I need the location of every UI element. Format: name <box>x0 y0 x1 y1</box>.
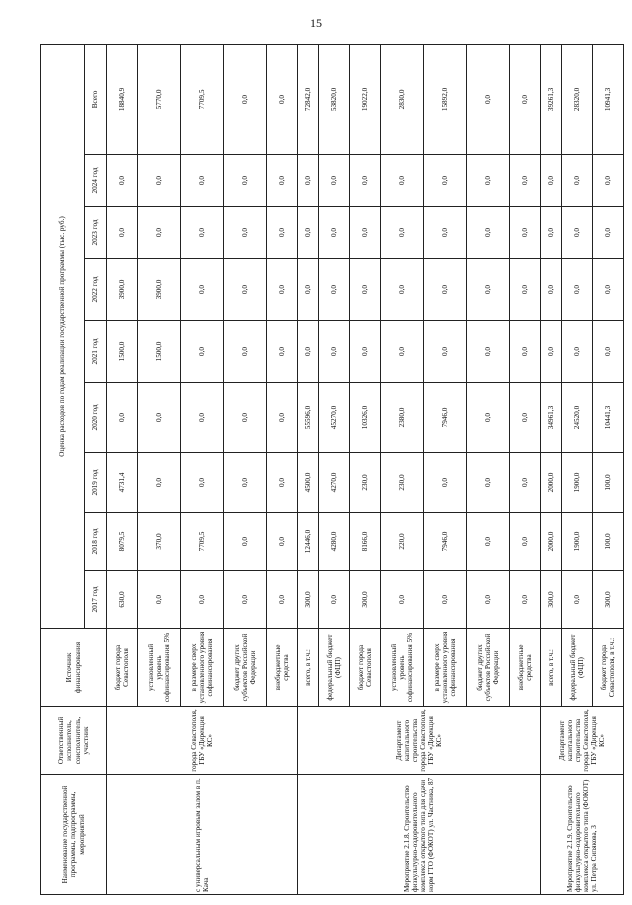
year-value-cell: 4270,0 <box>319 453 350 513</box>
year-value-cell: 3900,0 <box>107 259 138 321</box>
year-value-cell: 10326,0 <box>350 383 381 453</box>
table-body <box>107 44 624 894</box>
year-value-cell: 24520,0 <box>562 383 593 453</box>
year-value-cell: 0,0 <box>424 453 467 513</box>
year-value-cell: 100,0 <box>593 453 624 513</box>
header-year: 2017 год <box>85 571 107 629</box>
year-value-cell: 0,0 <box>562 259 593 321</box>
year-value-cell: 0,0 <box>350 207 381 259</box>
header-year: 2023 год <box>85 207 107 259</box>
year-value-cell: 0,0 <box>181 155 224 207</box>
total-value-cell: 28320,0 <box>562 44 593 154</box>
executor-cell: города Севастополя, ГБУ «Дирекция КС» <box>107 707 298 775</box>
year-value-cell: 0,0 <box>510 259 541 321</box>
year-value-cell: 0,0 <box>319 207 350 259</box>
year-value-cell: 0,0 <box>467 383 510 453</box>
year-value-cell: 0,0 <box>298 207 319 259</box>
year-value-cell: 0,0 <box>593 259 624 321</box>
funding-source-cell: внебюджетные средства <box>267 629 298 707</box>
year-value-cell: 0,0 <box>562 571 593 629</box>
funding-source-cell: всего, в т.ч.: <box>298 629 319 707</box>
header-year: 2019 год <box>85 453 107 513</box>
total-value-cell: 7709,5 <box>181 44 224 154</box>
year-value-cell: 0,0 <box>467 259 510 321</box>
header-name: Наименование государственной программы, подпрограммы, мероприятий <box>41 775 107 895</box>
year-value-cell: 55596,0 <box>298 383 319 453</box>
rotated-table-wrapper <box>40 45 616 895</box>
funding-source-cell: в размере сверх установленного уровня софинансирования <box>424 629 467 707</box>
year-value-cell: 0,0 <box>267 453 298 513</box>
year-value-cell: 0,0 <box>138 571 181 629</box>
year-value-cell: 4280,0 <box>319 513 350 571</box>
year-value-cell: 0,0 <box>541 321 562 383</box>
header-year: 2024 год <box>85 155 107 207</box>
year-value-cell: 2380,0 <box>381 383 424 453</box>
year-value-cell: 12446,0 <box>298 513 319 571</box>
year-value-cell: 0,0 <box>541 155 562 207</box>
year-value-cell: 0,0 <box>541 207 562 259</box>
funding-source-cell: бюджет других субъектов Российской Федерации <box>224 629 267 707</box>
year-value-cell: 630,0 <box>107 571 138 629</box>
year-value-cell: 0,0 <box>467 571 510 629</box>
funding-source-cell: бюджет города Севастополя <box>350 629 381 707</box>
year-value-cell: 230,0 <box>350 453 381 513</box>
year-value-cell: 300,0 <box>298 571 319 629</box>
table-row <box>298 44 319 894</box>
year-value-cell: 0,0 <box>562 155 593 207</box>
year-value-cell: 0,0 <box>224 259 267 321</box>
program-name-cell: Мероприятие 2.1.9. Строительство физкультурно-оздоровительного комплекса открытого типа (ФОКОТ) ул. Петра Сипякова, 3 <box>541 775 624 895</box>
year-value-cell: 1500,0 <box>107 321 138 383</box>
year-value-cell: 1900,0 <box>562 513 593 571</box>
header-year: 2018 год <box>85 513 107 571</box>
year-value-cell: 7709,5 <box>181 513 224 571</box>
table-header <box>41 44 107 894</box>
year-value-cell: 0,0 <box>267 321 298 383</box>
year-value-cell: 0,0 <box>224 321 267 383</box>
year-value-cell: 7946,0 <box>424 513 467 571</box>
total-value-cell: 53820,0 <box>319 44 350 154</box>
year-value-cell: 0,0 <box>467 321 510 383</box>
total-value-cell: 2830,0 <box>381 44 424 154</box>
year-value-cell: 0,0 <box>107 155 138 207</box>
year-value-cell: 0,0 <box>562 207 593 259</box>
program-name-cell: Мероприятие 2.1.8. Строительство физкультурно-оздоровительного комплекса открытого типа для сдачи норм ГТО (ФОКОТ) ул. Частника, 87 <box>298 775 541 895</box>
year-value-cell: 0,0 <box>181 321 224 383</box>
year-value-cell: 0,0 <box>467 207 510 259</box>
header-year: 2020 год <box>85 383 107 453</box>
year-value-cell: 4500,0 <box>298 453 319 513</box>
year-value-cell: 0,0 <box>319 321 350 383</box>
year-value-cell: 0,0 <box>319 155 350 207</box>
year-value-cell: 0,0 <box>350 259 381 321</box>
year-value-cell: 0,0 <box>267 571 298 629</box>
year-value-cell: 220,0 <box>381 513 424 571</box>
year-value-cell: 0,0 <box>298 321 319 383</box>
year-value-cell: 0,0 <box>424 321 467 383</box>
page-number: 15 <box>310 16 322 30</box>
year-value-cell: 0,0 <box>181 571 224 629</box>
year-value-cell: 300,0 <box>541 571 562 629</box>
budget-table <box>40 44 624 895</box>
year-value-cell: 0,0 <box>138 207 181 259</box>
year-value-cell: 0,0 <box>593 207 624 259</box>
year-value-cell: 230,0 <box>381 453 424 513</box>
year-value-cell: 300,0 <box>350 571 381 629</box>
year-value-cell: 0,0 <box>424 571 467 629</box>
year-value-cell: 0,0 <box>107 383 138 453</box>
year-value-cell: 0,0 <box>267 259 298 321</box>
header-year: 2022 год <box>85 259 107 321</box>
funding-source-cell: бюджет других субъектов Российской Федерации <box>467 629 510 707</box>
total-value-cell: 5770,0 <box>138 44 181 154</box>
funding-source-cell: в размере сверх установленного уровня софинансирования <box>181 629 224 707</box>
year-value-cell: 0,0 <box>510 321 541 383</box>
year-value-cell: 0,0 <box>298 259 319 321</box>
year-value-cell: 1900,0 <box>562 453 593 513</box>
year-value-cell: 0,0 <box>181 207 224 259</box>
year-value-cell: 0,0 <box>181 383 224 453</box>
year-value-cell: 0,0 <box>593 321 624 383</box>
header-source: Источник финансирования <box>41 629 107 707</box>
year-value-cell: 0,0 <box>107 207 138 259</box>
year-value-cell: 0,0 <box>510 453 541 513</box>
year-value-cell: 0,0 <box>467 155 510 207</box>
funding-source-cell: федеральный бюджет (ФЦП) <box>319 629 350 707</box>
year-value-cell: 0,0 <box>267 207 298 259</box>
header-estimate: Оценка расходов по годам реализации государственной программы (тыс. руб.) <box>41 44 85 628</box>
year-value-cell: 0,0 <box>224 383 267 453</box>
year-value-cell: 2000,0 <box>541 453 562 513</box>
funding-source-cell: бюджет города Севастополя, в т.ч.: <box>593 629 624 707</box>
year-value-cell: 0,0 <box>381 207 424 259</box>
year-value-cell: 0,0 <box>510 571 541 629</box>
year-value-cell: 0,0 <box>467 513 510 571</box>
year-value-cell: 0,0 <box>224 513 267 571</box>
year-value-cell: 0,0 <box>224 207 267 259</box>
header-executor: Ответственный исполнитель, соисполнитель, участник <box>41 707 107 775</box>
year-value-cell: 2000,0 <box>541 513 562 571</box>
funding-source-cell: установленный уровень софинансирования 5% <box>138 629 181 707</box>
program-name-cell: с универсальным игровым залом в п. Кача <box>107 775 298 895</box>
total-value-cell: 10941,3 <box>593 44 624 154</box>
year-value-cell: 0,0 <box>562 321 593 383</box>
year-value-cell: 7946,0 <box>424 383 467 453</box>
funding-source-cell: внебюджетные средства <box>510 629 541 707</box>
year-value-cell: 0,0 <box>224 571 267 629</box>
year-value-cell: 0,0 <box>138 383 181 453</box>
year-value-cell: 3900,0 <box>138 259 181 321</box>
total-value-cell: 39261,3 <box>541 44 562 154</box>
total-value-cell: 0,0 <box>467 44 510 154</box>
year-value-cell: 0,0 <box>510 207 541 259</box>
year-value-cell: 0,0 <box>424 155 467 207</box>
total-value-cell: 19022,0 <box>350 44 381 154</box>
table-row <box>541 44 562 894</box>
year-value-cell: 0,0 <box>424 259 467 321</box>
year-value-cell: 0,0 <box>510 383 541 453</box>
table-row <box>107 44 138 894</box>
year-value-cell: 34961,3 <box>541 383 562 453</box>
year-value-cell: 0,0 <box>319 571 350 629</box>
year-value-cell: 100,0 <box>593 513 624 571</box>
year-value-cell: 0,0 <box>467 453 510 513</box>
year-value-cell: 0,0 <box>319 259 350 321</box>
year-value-cell: 0,0 <box>267 513 298 571</box>
funding-source-cell: бюджет города Севастополя <box>107 629 138 707</box>
year-value-cell: 0,0 <box>138 453 181 513</box>
executor-cell: Департамент капитального строительства города Севастополя, ГБУ «Дирекция КС» <box>541 707 624 775</box>
year-value-cell: 0,0 <box>381 155 424 207</box>
year-value-cell: 300,0 <box>593 571 624 629</box>
executor-cell: Департамент капитального строительства города Севастополя, ГБУ «Дирекция КС» <box>298 707 541 775</box>
year-value-cell: 0,0 <box>181 453 224 513</box>
funding-source-cell: установленный уровень софинансирования 5% <box>381 629 424 707</box>
year-value-cell: 0,0 <box>381 259 424 321</box>
total-value-cell: 72842,0 <box>298 44 319 154</box>
funding-source-cell: федеральный бюджет (ФЦП) <box>562 629 593 707</box>
year-value-cell: 0,0 <box>181 259 224 321</box>
year-value-cell: 0,0 <box>510 155 541 207</box>
year-value-cell: 4731,4 <box>107 453 138 513</box>
year-value-cell: 0,0 <box>510 513 541 571</box>
year-value-cell: 8166,0 <box>350 513 381 571</box>
year-value-cell: 0,0 <box>381 571 424 629</box>
year-value-cell: 0,0 <box>350 155 381 207</box>
year-value-cell: 0,0 <box>541 259 562 321</box>
header-total: Всего <box>85 44 107 154</box>
funding-source-cell: всего, в т.ч.: <box>541 629 562 707</box>
year-value-cell: 0,0 <box>224 155 267 207</box>
year-value-cell: 370,0 <box>138 513 181 571</box>
year-value-cell: 0,0 <box>267 383 298 453</box>
total-value-cell: 18840,9 <box>107 44 138 154</box>
year-value-cell: 8079,5 <box>107 513 138 571</box>
year-value-cell: 0,0 <box>267 155 298 207</box>
total-value-cell: 0,0 <box>224 44 267 154</box>
year-value-cell: 0,0 <box>424 207 467 259</box>
year-value-cell: 0,0 <box>350 321 381 383</box>
year-value-cell: 10441,3 <box>593 383 624 453</box>
year-value-cell: 0,0 <box>138 155 181 207</box>
year-value-cell: 0,0 <box>298 155 319 207</box>
year-value-cell: 45270,0 <box>319 383 350 453</box>
total-value-cell: 15892,0 <box>424 44 467 154</box>
year-value-cell: 1500,0 <box>138 321 181 383</box>
year-value-cell: 0,0 <box>593 155 624 207</box>
total-value-cell: 0,0 <box>510 44 541 154</box>
year-value-cell: 0,0 <box>224 453 267 513</box>
total-value-cell: 0,0 <box>267 44 298 154</box>
header-year: 2021 год <box>85 321 107 383</box>
year-value-cell: 0,0 <box>381 321 424 383</box>
